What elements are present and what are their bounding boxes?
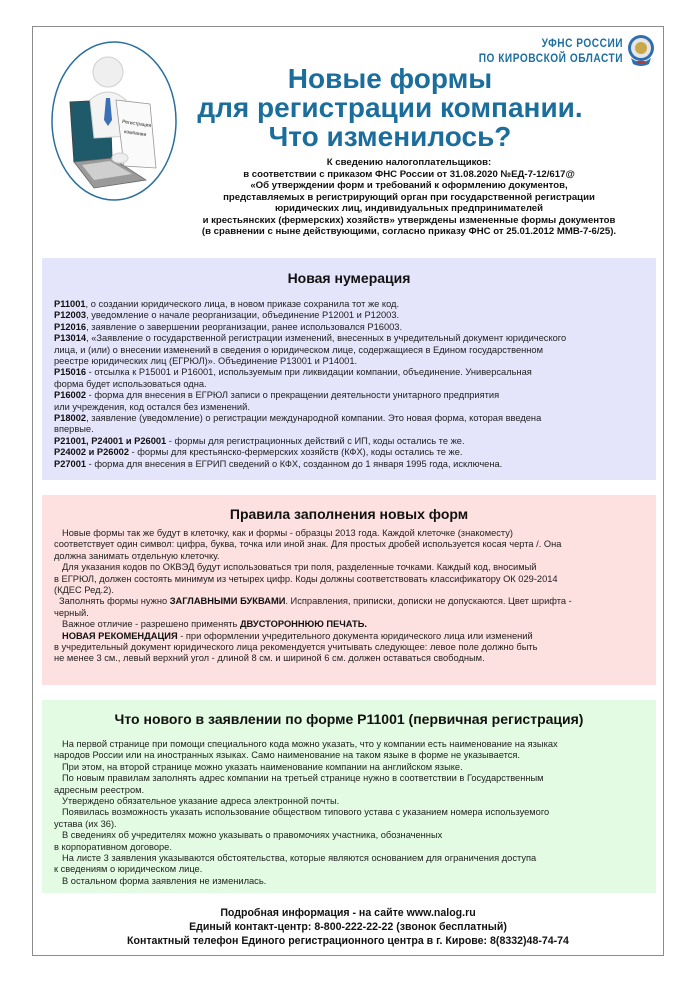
form-description: , заявление (уведомление) о регистрации международной компании. Это новая форма, которая введена [86,413,542,424]
p11001-line: в корпоративном договоре. [54,841,172,852]
form-description: - формы для регистрационных действий с ИП, коды остались те же. [166,435,465,446]
agency-line-2: ПО КИРОВСКОЙ ОБЛАСТИ [478,53,623,65]
rule-text: Новые формы так же будут в клеточку, как и формы - образцы 2013 года. Каждой клеточке (знакоместу) [62,528,514,538]
numbering-item [54,367,644,378]
form-code: P27001 [54,458,87,469]
rule-line [54,619,644,630]
title-line-3: Что изменилось? [268,121,512,152]
rule-text: Важное отличие - разрешено применять [62,619,240,630]
form-code: P11001 [54,299,86,309]
numbering-item [54,447,644,458]
form-code: P13014 [54,333,87,344]
rule-text: в ЕГРЮЛ, должен состоять минимум из четырех цифр. Коды должны соответствовать классификатору ОК 029-2014 [54,573,558,584]
numbering-item [54,356,644,367]
filling-rules-panel [42,495,656,685]
intro-notice [172,157,646,238]
form-code: P15016 [54,367,87,378]
agency-line-1: УФНС РОССИИ [541,38,623,50]
p11001-line: На первой странице при помощи специального кода можно указать, что у компании есть наименование на языках [62,739,558,749]
numbering-item [54,379,644,390]
contact-footer [32,906,664,948]
rule-text: Заполнять формы нужно [59,596,170,607]
p11001-line: При этом, на второй странице можно указать наименование компании на английском языке. [62,761,463,772]
rule-text: должна занимать отдельную клеточку. [54,550,220,561]
numbering-item [54,413,644,424]
rule-text: - при оформлении учредительного документа юридического лица или изменений [177,630,533,641]
numbering-item [54,310,644,321]
page-title [190,64,590,151]
p11001-line: В сведениях об учредителях можно указывать о правомочиях участника, обозначенных [62,830,443,841]
rules-text [54,528,644,665]
form-code: P12003 [54,310,87,321]
form-code: P12016 [54,321,87,332]
emphasis-text: ЗАГЛАВНЫМИ БУКВАМИ [169,596,286,607]
rule-line [54,631,644,642]
emphasis-text: НОВАЯ РЕКОМЕНДАЦИЯ [62,630,178,641]
rule-text: не менее 3 см., левый верхний угол - длиной 8 см. и шириной 6 см. должен оставаться свободным. [54,653,485,664]
p11001-text [54,739,644,887]
rule-line [54,608,644,619]
agency-name [479,37,623,67]
form-code: P21001, P24001 и P26001 [54,435,167,446]
numbering-item [54,402,644,413]
intro-line: «Об утверждении форм и требований к оформлению документов, [250,180,568,191]
intro-line: К сведению налогоплательщиков: [326,157,492,168]
form-code: P24002 и P26002 [54,447,129,458]
intro-line: и крестьянских (фермерских) хозяйств» утверждены измененные формы документов [202,214,616,226]
section-heading: Правила заполнения новых форм [229,506,469,522]
title-line-2: для регистрации компании. [197,92,583,123]
numbering-item [54,322,644,333]
section-heading: Новая нумерация [287,270,411,286]
numbering-item [54,333,644,344]
numbering-item [54,299,644,310]
website-info: Подробная информация - на сайте www.nalog.ru [220,907,476,919]
intro-line: юридических лиц, индивидуальных предпринимателей [274,203,544,214]
form-description: или учреждения, код остался без изменений. [54,401,250,412]
rule-text: черный. [54,607,89,618]
p11001-line: На листе 3 заявления указываются обстоятельства, которые являются основанием для ограничения доступа [62,853,537,864]
person-with-laptop-illustration [50,40,178,202]
p11001-line: народов России или на иностранных языках. Само наименование на таком языке в форме не указывается. [54,750,521,761]
fns-emblem-icon [627,34,655,68]
form-description: форма будет использоваться одна. [54,378,207,389]
form-code: P16002 [54,390,87,401]
p11001-line: устава (их 36). [54,818,117,829]
rule-line [54,653,644,664]
numbering-item [54,459,644,470]
rule-line [54,596,644,607]
section-heading: Что нового в заявлении по форме Р11001 (первичная регистрация) [114,711,584,727]
title-line-1: Новые формы [287,63,493,94]
rule-line [54,642,644,653]
rule-text: соответствует один символ: цифра, буква, точка или иной знак. Для простых дробей используется косая черта /. Она [54,539,562,550]
form-description: лица, и (или) о внесении изменений в сведения о юридическом лице, содержащиеся в Едином государственном [54,344,543,355]
new-numbering-panel [42,258,656,480]
rule-line [54,539,644,550]
form-description: - отсылка к Р15001 и Р16001, используемым при ликвидации компании, объединение. Универсальная [86,367,532,378]
rule-line [54,574,644,585]
form-description: - формы для крестьянско-фермерских хозяйств (КФХ), коды остались те же. [129,447,463,458]
form-description: , заявление о завершении реорганизации, ранее использовался Р16003. [86,321,403,332]
emphasis-text: ДВУСТОРОННЮЮ ПЕЧАТЬ. [239,619,367,630]
p11001-line: В остальном форма заявления не изменилась. [62,875,267,886]
p11001-line: адресным реестром. [54,784,145,795]
form-description: , уведомление о начале реорганизации, объединение Р12001 и Р12003. [86,310,400,321]
p11001-line: Утверждено обязательное указание адреса электронной почты. [62,796,340,807]
rule-text: (КДЕС Ред.2). [54,585,114,596]
contact-center-phone: Единый контакт-центр: 8-800-222-22-22 (звонок бесплатный) [189,921,507,933]
form-code: P18002 [54,413,87,424]
registration-center-phone: Контактный телефон Единого регистрационного центра в г. Кирове: 8(8332)48-74-74 [127,935,569,947]
intro-line: представляемых в регистрирующий орган при государственной регистрации [223,191,595,203]
rule-line [54,585,644,596]
p11001-line: к сведениям о юридическом лице. [54,864,203,875]
rule-text: Для указания кодов по ОКВЭД будут использоваться три поля, разделенные точками. Каждый код, вносимый [62,562,537,573]
numbering-item [54,345,644,356]
p11001-line: По новым правилам заполнять адрес компании на третьей странице нужно в соответствии в Государственным [62,773,544,784]
p11001-changes-panel [42,700,656,893]
p11001-line: Появилась возможность указать использование обществом типового устава с указанием номера используемого [62,807,550,818]
form-description: впервые. [54,424,94,435]
rule-line [54,528,644,539]
svg-text:Регистрация: Регистрация [121,119,152,130]
rule-text: в учредительный документ юридического лица рекомендуется учитывать следующее: левое поле должно быть [54,642,538,653]
rule-line [54,551,644,562]
numbering-item [54,390,644,401]
form-description: реестре юридических лиц (ЕГРЮЛ)». Объединение Р13001 и Р14001. [54,356,358,367]
numbering-item [54,424,644,435]
intro-line: в соответствии с приказом ФНС России от 31.08.2020 №ЕД-7-12/617@ [243,168,575,180]
form-description: , «Заявление о государственной регистрации изменений, внесенных в учредительный документ юридического [86,333,567,344]
form-description: , о создании юридического лица, в новом приказе сохранила тот же код. [85,299,400,309]
numbering-item [54,436,644,447]
svg-text:компании: компании [123,129,147,139]
intro-line: (в сравнении с ныне действующими, согласно приказу ФНС от 25.01.2012 ММВ-7-6/25). [201,226,617,237]
rule-text: . Исправления, приписки, дописки не допускаются. Цвет шрифта - [285,596,572,607]
numbering-list [54,299,644,470]
form-description: - форма для внесения в ЕГРЮЛ записи о прекращении деятельности унитарного предприятия [86,390,500,401]
form-description: - форма для внесения в ЕГРИП сведений о КФХ, созданном до 1 января 1995 года, исключена. [86,458,503,469]
rule-line [54,562,644,573]
